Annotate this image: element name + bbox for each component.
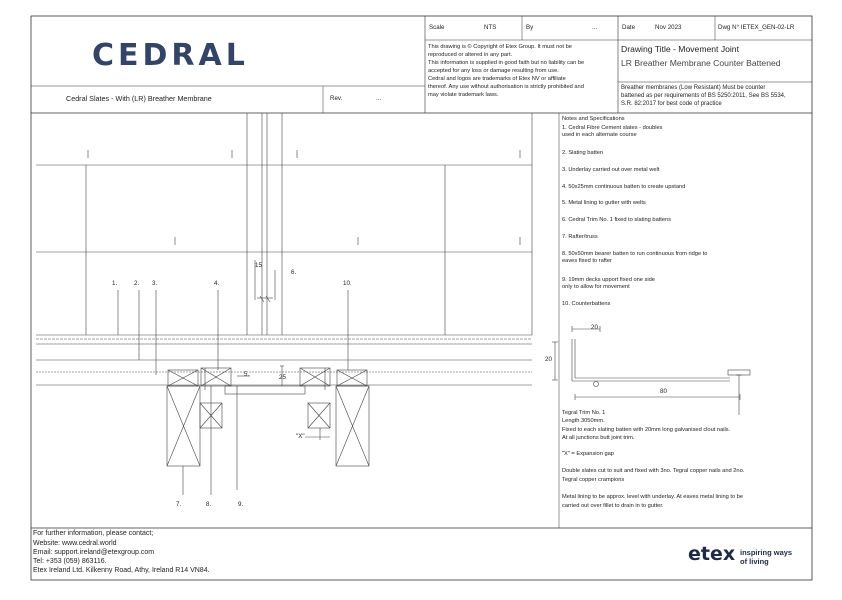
label-10: 10. bbox=[343, 280, 352, 287]
trim-width: 20 bbox=[591, 324, 598, 331]
label-8: 8. bbox=[206, 501, 212, 508]
label-2: 2. bbox=[134, 280, 140, 287]
date-value: Nov 2023 bbox=[655, 24, 682, 31]
drawing-sheet: Scale NTS By ... Date Nov 2023 Dwg N° IETEX_GEN-02-LR This drawing is © Copyright of Etex Group. It must not be reproduced or altered in any part. This information is supplied in good faith but no liability can be accepted for any loss or damage resulting from use. Cedral and logos are trademarks of Etex NV or affiliate thereof. Any use without authorisation is strictly prohibited and may violate trademark laws. Drawing Title - Movement Joint LR Breather Membrane Counter Battened Breather membranes (Low Resistant) Must be counter battened as per requirements of BS 5250:2011, See BS 5534, S.R. 82:2017 for best code of practice CEDRAL Cedral Slates - With (LR) Breather Membrane Rev. ... 1. 2. 3. 4. 10. 5. 6. 15 25 "X" 7. 8. 9. Notes and Specifications 1. Cedral Fibre Cement slates - doubles used in each alternate course 2. Slating batten 3. Underlay carried out over metal welt 4. 50x25mm continuous batten to create upstand 5. Metal lining to gutter with welts 6. Cedral Trim No. 1 fixed to slating battens 7. Rafter/truss 8. 50x50mm bearer batten to run continuous from ridge to eaves fixed to rafter 9. 19mm decks upport fixed one side only to allow for movement 10. Counterbattens 20 20 80 Tegral Trim No. 1 Length 3050mm. Fixed to each slating batten with 20mm long galvanised clout nails. At all junctions butt joint trim. "X" = Expansion gap Double slates cut to suit and fixed with 3no. Tegral copper nails and 2no. Tegral copper crampions Metal lining to be approx. level with underlay. At eaves metal lining to be carried out over fillet to drain in to gutter. For further information, please contact; Website: www.cedral.world Email: support.ireland@etexgroup.com Tel: +353 (059) 863116. Etex Ireland Ltd. Kilkenny Road, Athy, Ireland R14 VN84. etex inspiring ways of living bbox=[0, 0, 842, 595]
label-6: 6. bbox=[291, 269, 297, 276]
trim-length: 80 bbox=[660, 388, 667, 395]
project-title: Cedral Slates - With (LR) Breather Membrane bbox=[66, 94, 212, 103]
drawing-number: Dwg N° IETEX_GEN-02-LR bbox=[718, 24, 795, 31]
etex-logo: etex bbox=[688, 543, 736, 565]
drawing-title: Drawing Title - Movement Joint bbox=[621, 44, 739, 54]
label-5: 5. bbox=[244, 371, 250, 378]
label-4: 4. bbox=[214, 280, 220, 287]
label-3: 3. bbox=[152, 280, 158, 287]
label-7: 7. bbox=[176, 501, 182, 508]
trim-height: 20 bbox=[545, 356, 552, 363]
rev-value: ... bbox=[376, 95, 382, 102]
by-label: By bbox=[526, 24, 534, 31]
cedral-logo: CEDRAL bbox=[92, 38, 249, 73]
scale-value: NTS bbox=[484, 24, 497, 31]
scale-label: Scale bbox=[429, 24, 445, 31]
rev-label: Rev. bbox=[330, 95, 343, 102]
by-value: ... bbox=[592, 24, 598, 31]
dim-25: 25 bbox=[279, 374, 286, 381]
trim-section bbox=[552, 326, 750, 415]
slate-elevation bbox=[36, 113, 532, 495]
drawing-subtitle: LR Breather Membrane Counter Battened bbox=[621, 58, 781, 68]
date-label: Date bbox=[622, 24, 636, 31]
x-gap-label: "X" bbox=[296, 433, 305, 440]
label-9: 9. bbox=[238, 501, 244, 508]
label-1: 1. bbox=[112, 280, 118, 287]
notes-heading: Notes and Specifications bbox=[562, 116, 625, 122]
dim-15: 15 bbox=[255, 262, 262, 269]
